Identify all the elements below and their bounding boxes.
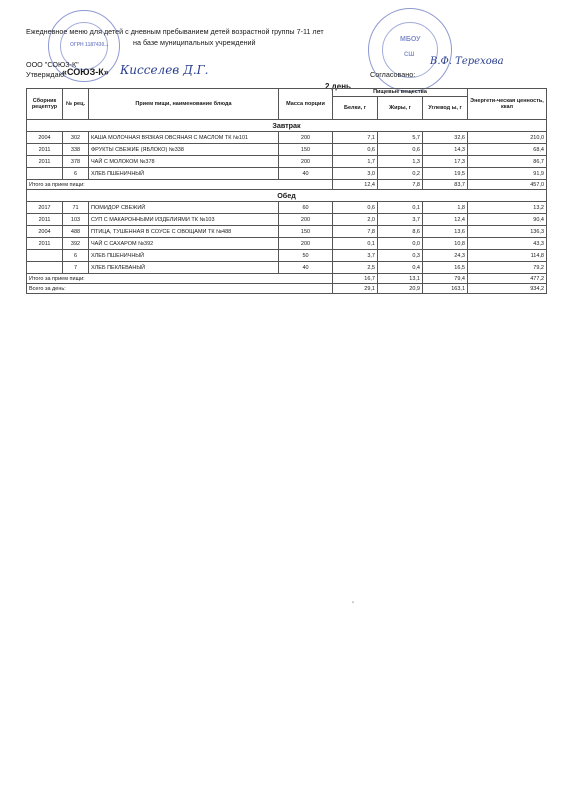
- approved-org: «СОЮЗ-К»: [62, 67, 109, 77]
- total-fats-cell: 13,1: [378, 274, 423, 284]
- menu-title-line-2: на базе муниципальных учреждений: [133, 38, 256, 47]
- energy-cell: 43,3: [468, 238, 547, 250]
- carbohydrates-cell: 17,3: [423, 156, 468, 168]
- proteins-cell: 7,1: [333, 132, 378, 144]
- fats-cell: 0,3: [378, 250, 423, 262]
- fats-cell: 1,3: [378, 156, 423, 168]
- energy-cell: 210,0: [468, 132, 547, 144]
- total-fats-cell: 7,8: [378, 180, 423, 190]
- fats-cell: 3,7: [378, 214, 423, 226]
- recipe-number-cell: 378: [63, 156, 89, 168]
- recipe-book-cell: 2011: [27, 214, 63, 226]
- table-row: [27, 132, 547, 144]
- day-total-energy-cell: 934,2: [468, 284, 547, 294]
- agreement-signature: В.Ф. Терехова: [430, 56, 504, 67]
- day-total-label: Всего за день:: [27, 284, 333, 294]
- header-nutrients-group: Пищевые вещества: [333, 89, 468, 97]
- carbohydrates-cell: 32,6: [423, 132, 468, 144]
- proteins-cell: 0,6: [333, 144, 378, 156]
- meal-total-row: [27, 180, 547, 190]
- portion-mass-cell: 50: [279, 250, 333, 262]
- portion-mass-cell: 40: [279, 262, 333, 274]
- header-fats: Жиры, г: [378, 97, 423, 120]
- section-title: Обед: [27, 190, 547, 202]
- portion-mass-cell: 150: [279, 226, 333, 238]
- scan-speck: '': [352, 602, 355, 608]
- energy-cell: 90,4: [468, 214, 547, 226]
- proteins-cell: 0,6: [333, 202, 378, 214]
- table-row: [27, 226, 547, 238]
- carbohydrates-cell: 24,3: [423, 250, 468, 262]
- proteins-cell: 1,7: [333, 156, 378, 168]
- recipe-number-cell: 71: [63, 202, 89, 214]
- proteins-cell: 7,8: [333, 226, 378, 238]
- recipe-book-cell: 2004: [27, 132, 63, 144]
- dish-name-cell: ЧАЙ С САХАРОМ №392: [89, 238, 279, 250]
- table-row: [27, 250, 547, 262]
- table-row: [27, 238, 547, 250]
- section-header-row: [27, 190, 547, 202]
- recipe-book-cell: 2011: [27, 144, 63, 156]
- day-total-row: [27, 284, 547, 294]
- director-signature: Кисселев Д.Г.: [120, 63, 209, 77]
- recipe-number-cell: 338: [63, 144, 89, 156]
- header-proteins: Белки, г: [333, 97, 378, 120]
- recipe-book-cell: [27, 168, 63, 180]
- fats-cell: 0,6: [378, 144, 423, 156]
- recipe-book-cell: [27, 250, 63, 262]
- carbohydrates-cell: 13,6: [423, 226, 468, 238]
- total-proteins-cell: 12,4: [333, 180, 378, 190]
- dish-name-cell: ЧАЙ С МОЛОКОМ №378: [89, 156, 279, 168]
- table-row: [27, 168, 547, 180]
- school-seal-inner-ring: [382, 22, 438, 78]
- company-name: ООО "СОЮЗ-К": [26, 60, 79, 69]
- header-carbohydrates: Углевод ы, г: [423, 97, 468, 120]
- total-carbohydrates-cell: 83,7: [423, 180, 468, 190]
- carbohydrates-cell: 16,5: [423, 262, 468, 274]
- recipe-book-cell: [27, 262, 63, 274]
- recipe-book-cell: 2017: [27, 202, 63, 214]
- portion-mass-cell: 200: [279, 132, 333, 144]
- table-row: [27, 156, 547, 168]
- total-proteins-cell: 16,7: [333, 274, 378, 284]
- recipe-number-cell: 6: [63, 250, 89, 262]
- carbohydrates-cell: 12,4: [423, 214, 468, 226]
- energy-cell: 13,2: [468, 202, 547, 214]
- recipe-book-cell: 2004: [27, 226, 63, 238]
- header-energy: Энергети-ческая ценность, ккал: [468, 89, 547, 120]
- portion-mass-cell: 40: [279, 168, 333, 180]
- header-recipe-book: Сборник рецептур: [27, 89, 63, 120]
- dish-name-cell: КАША МОЛОЧНАЯ ВЯЗКАЯ ОВСЯНАЯ С МАСЛОМ ТК №101: [89, 132, 279, 144]
- section-header-row: [27, 120, 547, 132]
- dish-name-cell: ФРУКТЫ СВЕЖИЕ (ЯБЛОКО) №338: [89, 144, 279, 156]
- table-row: [27, 202, 547, 214]
- energy-cell: 136,3: [468, 226, 547, 238]
- fats-cell: 0,2: [378, 168, 423, 180]
- menu-table: [26, 88, 547, 294]
- recipe-number-cell: 302: [63, 132, 89, 144]
- dish-name-cell: ХЛЕБ ПШЕНИЧНЫЙ: [89, 168, 279, 180]
- agreed-label: Согласовано:: [370, 70, 416, 79]
- total-energy-cell: 457,0: [468, 180, 547, 190]
- meal-total-label: Итого за прием пищи:: [27, 274, 333, 284]
- carbohydrates-cell: 10,8: [423, 238, 468, 250]
- carbohydrates-cell: 14,3: [423, 144, 468, 156]
- portion-mass-cell: 150: [279, 144, 333, 156]
- total-carbohydrates-cell: 79,4: [423, 274, 468, 284]
- fats-cell: 5,7: [378, 132, 423, 144]
- day-total-proteins-cell: 29,1: [333, 284, 378, 294]
- dish-name-cell: ПТИЦА, ТУШЕННАЯ В СОУСЕ С ОВОЩАМИ ТК №488: [89, 226, 279, 238]
- meal-total-row: [27, 274, 547, 284]
- portion-mass-cell: 60: [279, 202, 333, 214]
- energy-cell: 68,4: [468, 144, 547, 156]
- proteins-cell: 3,0: [333, 168, 378, 180]
- recipe-number-cell: 488: [63, 226, 89, 238]
- proteins-cell: 2,5: [333, 262, 378, 274]
- recipe-number-cell: 7: [63, 262, 89, 274]
- header-portion-mass: Масса порции: [279, 89, 333, 120]
- table-row: [27, 144, 547, 156]
- carbohydrates-cell: 19,5: [423, 168, 468, 180]
- school-seal-sub: СШ: [404, 52, 415, 58]
- fats-cell: 0,1: [378, 202, 423, 214]
- recipe-number-cell: 103: [63, 214, 89, 226]
- total-energy-cell: 477,2: [468, 274, 547, 284]
- dish-name-cell: ХЛЕБ ПЕКЛЕВАНЫЙ: [89, 262, 279, 274]
- recipe-number-cell: 6: [63, 168, 89, 180]
- fats-cell: 0,4: [378, 262, 423, 274]
- recipe-number-cell: 392: [63, 238, 89, 250]
- school-seal-label: МБОУ: [400, 36, 421, 43]
- portion-mass-cell: 200: [279, 238, 333, 250]
- carbohydrates-cell: 1,8: [423, 202, 468, 214]
- table-row: [27, 262, 547, 274]
- proteins-cell: 0,1: [333, 238, 378, 250]
- table-row: [27, 214, 547, 226]
- portion-mass-cell: 200: [279, 214, 333, 226]
- day-total-carbohydrates-cell: 163,1: [423, 284, 468, 294]
- company-seal-number: ОГРН 1187430...: [70, 42, 109, 48]
- energy-cell: 86,7: [468, 156, 547, 168]
- dish-name-cell: ХЛЕБ ПШЕНИЧНЫЙ: [89, 250, 279, 262]
- fats-cell: 8,6: [378, 226, 423, 238]
- dish-name-cell: СУП С МАКАРОННЫМИ ИЗДЕЛИЯМИ ТК №103: [89, 214, 279, 226]
- energy-cell: 79,2: [468, 262, 547, 274]
- recipe-book-cell: 2011: [27, 156, 63, 168]
- menu-title-line-1: Ежедневное меню для детей с дневным пребыванием детей возрастной группы 7-11 лет: [26, 27, 324, 36]
- header-dish-name: Прием пищи, наименование блюда: [89, 89, 279, 120]
- energy-cell: 114,8: [468, 250, 547, 262]
- approved-label: Утверждаю:: [26, 70, 66, 79]
- section-title: Завтрак: [27, 120, 547, 132]
- day-total-fats-cell: 20,9: [378, 284, 423, 294]
- portion-mass-cell: 200: [279, 156, 333, 168]
- fats-cell: 0,0: [378, 238, 423, 250]
- recipe-book-cell: 2011: [27, 238, 63, 250]
- proteins-cell: 2,0: [333, 214, 378, 226]
- day-label: 2 день: [325, 82, 351, 91]
- proteins-cell: 3,7: [333, 250, 378, 262]
- meal-total-label: Итого за прием пищи:: [27, 180, 333, 190]
- dish-name-cell: ПОМИДОР СВЕЖИЙ: [89, 202, 279, 214]
- energy-cell: 91,9: [468, 168, 547, 180]
- header-recipe-number: № рец.: [63, 89, 89, 120]
